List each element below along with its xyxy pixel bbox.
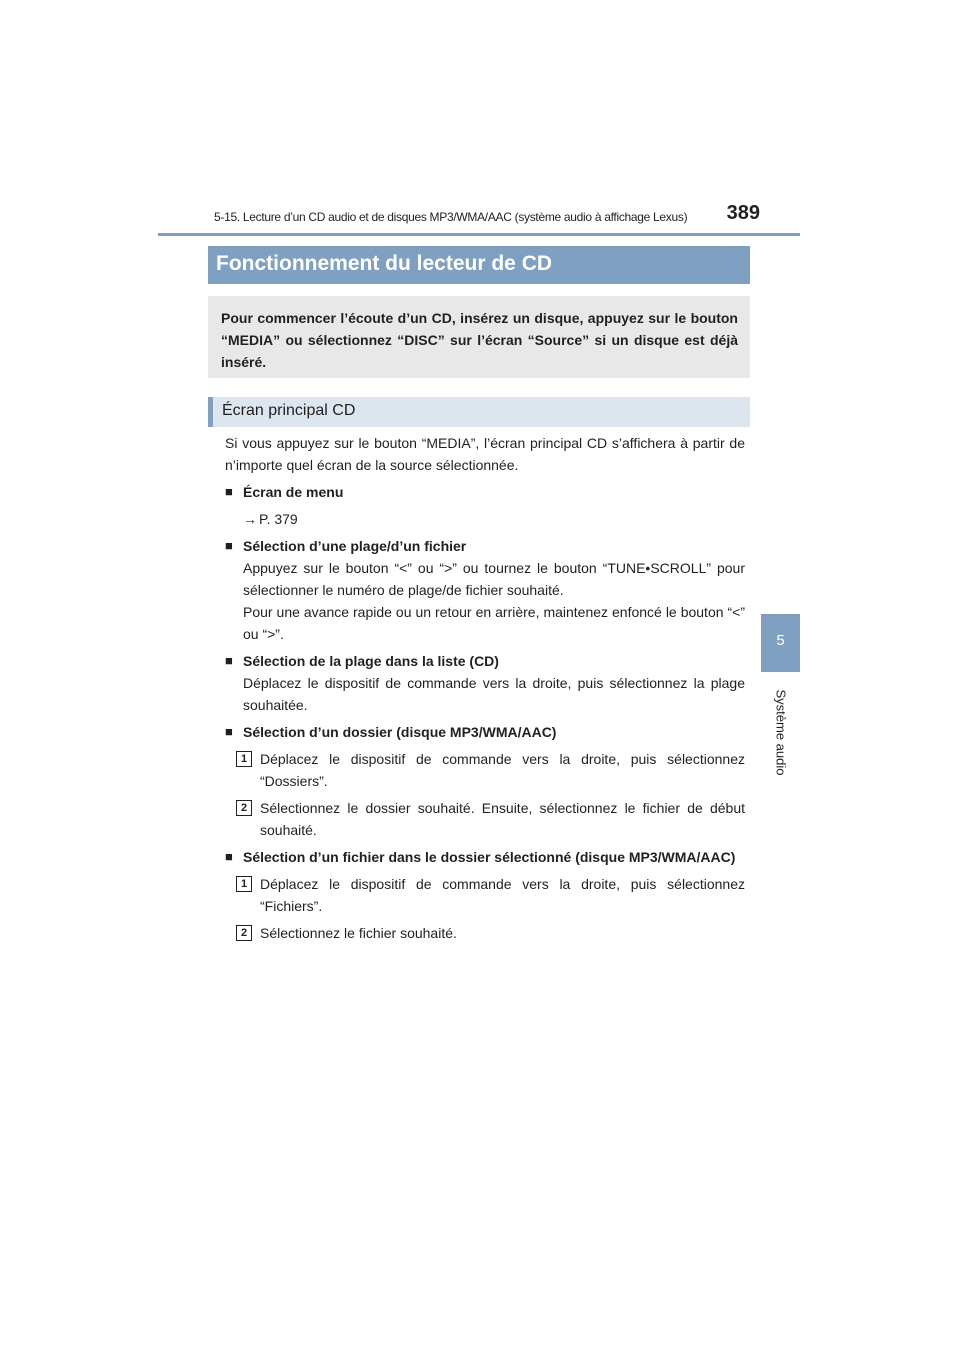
step-number-badge: 1 bbox=[236, 876, 252, 892]
square-bullet-icon: ■ bbox=[225, 484, 233, 499]
list-paragraph: Déplacez le dispositif de commande vers la droite, puis sélectionnez la plage souhaitée. bbox=[243, 675, 745, 713]
track-paragraph-1: Appuyez sur le bouton “<” ou “>” ou tournez le bouton “TUNE•SCROLL” pour sélectionner le numéro de plage/de fichier souhaité. bbox=[243, 560, 745, 598]
subsection-accent-bar bbox=[208, 397, 213, 427]
item-heading-text: Sélection d’un fichier dans le dossier sélectionné (disque MP3/WMA/AAC) bbox=[243, 849, 736, 865]
square-bullet-icon: ■ bbox=[225, 653, 233, 668]
subsection-title: Écran principal CD bbox=[222, 402, 356, 419]
folder-step bbox=[225, 748, 745, 792]
section-banner bbox=[208, 246, 750, 284]
file-step bbox=[225, 922, 745, 944]
subsection-banner bbox=[208, 397, 750, 427]
page-number: 389 bbox=[726, 202, 760, 224]
chapter-label: Système audio bbox=[773, 689, 789, 776]
item-heading-text: Sélection d’une plage/d’un fichier bbox=[243, 538, 467, 554]
section-title: Fonctionnement du lecteur de CD bbox=[216, 252, 553, 275]
track-paragraph-2: Pour une avance rapide ou un retour en arrière, maintenez enfoncé le bouton “<” ou “>”. bbox=[243, 604, 745, 642]
chapter-number: 5 bbox=[776, 632, 785, 649]
intro-box bbox=[208, 296, 750, 378]
step-text: Déplacez le dispositif de commande vers la droite, puis sélectionnez “Fichiers”. bbox=[260, 876, 745, 914]
header-rule bbox=[158, 233, 800, 236]
folder-step bbox=[225, 797, 745, 841]
step-text: Sélectionnez le dossier souhaité. Ensuite, sélectionnez le fichier de début souhaité. bbox=[260, 800, 745, 838]
item-heading-text: Écran de menu bbox=[243, 484, 344, 500]
arrow-right-icon: → bbox=[243, 511, 257, 527]
item-heading-text: Sélection de la plage dans la liste (CD) bbox=[243, 653, 499, 669]
step-number-badge: 2 bbox=[236, 800, 252, 816]
step-number-badge: 1 bbox=[236, 751, 252, 767]
item-heading-file bbox=[225, 846, 745, 868]
item-heading-text: Sélection d’un dossier (disque MP3/WMA/AAC) bbox=[243, 724, 557, 740]
square-bullet-icon: ■ bbox=[225, 849, 233, 864]
page-reference-link[interactable]: P. 379 bbox=[259, 511, 298, 527]
square-bullet-icon: ■ bbox=[225, 724, 233, 739]
file-step bbox=[225, 873, 745, 917]
body-content bbox=[225, 432, 745, 944]
square-bullet-icon: ■ bbox=[225, 538, 233, 553]
item-heading-menu bbox=[225, 481, 745, 503]
intro-text: Pour commencer l’écoute d’un CD, insérez un disque, appuyez sur le bouton “MEDIA” ou sélectionnez “DISC” sur l’écran “Source” si un disque est déjà inséré. bbox=[221, 310, 738, 370]
step-text: Sélectionnez le fichier souhaité. bbox=[260, 925, 457, 941]
lead-paragraph: Si vous appuyez sur le bouton “MEDIA”, l’écran principal CD s’affichera à partir de n’importe quel écran de la source sélectionnée. bbox=[225, 435, 745, 473]
item-heading-list bbox=[225, 650, 745, 672]
page-reference bbox=[225, 508, 745, 530]
item-heading-folder bbox=[225, 721, 745, 743]
step-text: Déplacez le dispositif de commande vers la droite, puis sélectionnez “Dossiers”. bbox=[260, 751, 745, 789]
item-heading-track bbox=[225, 535, 745, 557]
running-head: 5-15. Lecture d’un CD audio et de disques MP3/WMA/AAC (système audio à affichage Lexus) bbox=[214, 210, 688, 224]
step-number-badge: 2 bbox=[236, 925, 252, 941]
chapter-tab bbox=[761, 614, 800, 672]
